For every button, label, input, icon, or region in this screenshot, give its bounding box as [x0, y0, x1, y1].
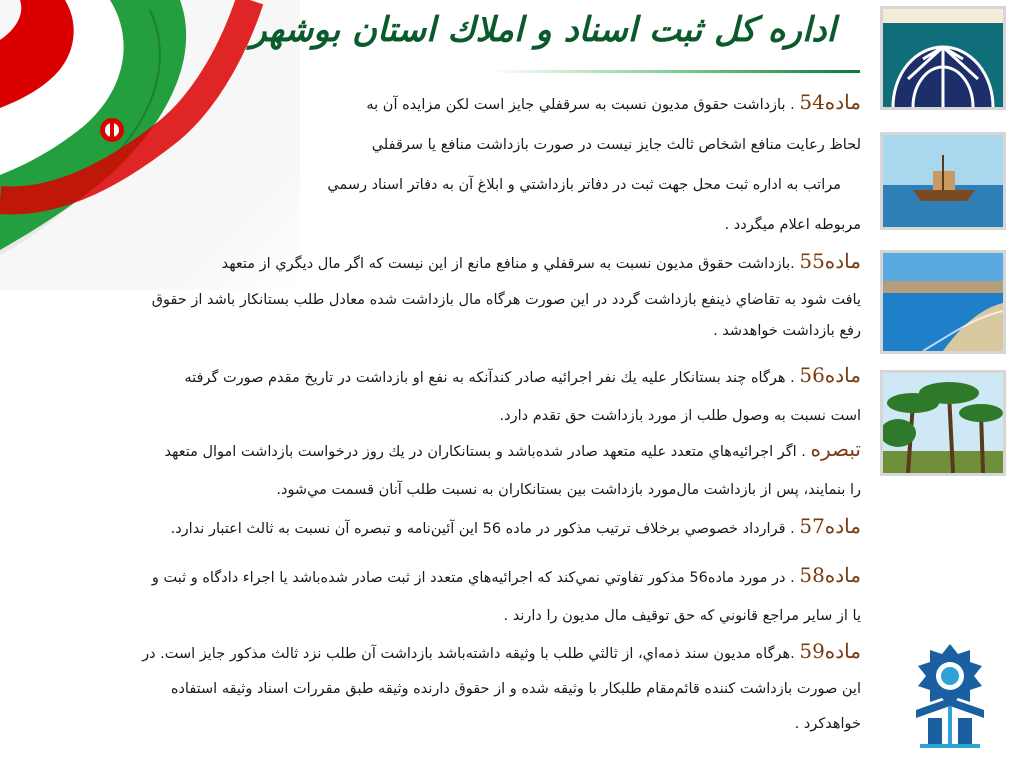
- article-line: ماده56 . هرگاه چند بستانكار عليه يك نفر اجرائيه صادر كندآنكه به نفع او بازداشت در تاريخ مقدم صورت گرفته: [184, 363, 861, 387]
- article-line: مربوطه اعلام ميگردد .: [724, 217, 861, 233]
- article-line: ماده55 .بازداشت حقوق مديون نسبت به سرقفلي و منافع مانع از اين نيست كه اگر مال ديگري از متعهد: [221, 249, 861, 273]
- article-line: تبصره . اگر اجرائيه‌هاي متعدد عليه متعهد صادر شده‌باشد و بستانكاران در يك روز درخواست بازداشت اموال متعهد: [164, 437, 861, 461]
- stained-glass-window-photo: [880, 6, 1006, 110]
- article-line: را بنمايند، پس از بازداشت مال‌مورد بازداشت بين بستانكاران به نسبت طلب آنان قسمت مي‌شود.: [276, 482, 861, 498]
- article-57: [8, 506, 861, 549]
- article-line: لحاظ رعايت منافع اشخاص ثالث جايز نيست در صورت بازداشت منافع يا سرقفلي: [371, 137, 861, 153]
- article-line: خواهدكرد .: [794, 716, 861, 732]
- article-line: اين صورت بازداشت كننده قائم‌مقام طلبكار با وثيقه شده و از حقوق دارنده وثيقه طبق مقررات اسناد وثيقه استفاده: [170, 681, 861, 697]
- note-label: تبصره: [810, 437, 861, 461]
- boat-on-sea-photo: [880, 132, 1006, 230]
- article-line: است نسبت به وصول طلب از مورد بازداشت حق تقدم دارد.: [499, 408, 861, 424]
- title-underline: [490, 70, 860, 73]
- article-line: ماده59 .هرگاه مديون سند ذمه‌اي، از ثالثي طلب با وثيقه داشته‌باشد بازداشت آن طلب نزد ثالث مذكور جايز است. در: [142, 639, 861, 663]
- article-56: [8, 356, 861, 435]
- page-title: اداره كل ثبت اسناد و املاك استان بوشهر: [250, 10, 836, 50]
- article-label: ماده55: [799, 249, 861, 273]
- article-line: ماده57 . قرارداد خصوصي برخلاف ترتيب مذكور در ماده 56 اين آئين‌نامه و تبصره آن نسبت به ثالث اعتبار ندارد.: [170, 514, 861, 538]
- article-label: ماده59: [799, 639, 861, 663]
- article-55: [8, 242, 861, 345]
- article-label: ماده54: [799, 90, 861, 114]
- coastline-photo: [880, 250, 1006, 354]
- article-59: [8, 634, 861, 742]
- article-line: يا از ساير مراجع قانوني كه حق توقيف مال مديون را دارند .: [503, 608, 861, 624]
- article-line: ماده58 . در مورد ماده56 مذكور تفاوتي نمي‌كند كه اجرائيه‌هاي متعدد از ثبت صادر شده‌باشد يا اجراء دادگاه و ثبت و: [151, 563, 861, 587]
- article-label: ماده58: [799, 563, 861, 587]
- article-line: يافت شود به تقاضاي ذينفع بازداشت گردد در اين صورت هرگاه مال بازداشت شده معادل طلب بستانكار باشد از حقوق: [151, 292, 861, 308]
- article-line: رفع بازداشت خواهدشد .: [713, 323, 861, 339]
- article-label: ماده57: [799, 514, 861, 538]
- header-title: [250, 4, 860, 78]
- article-54: [8, 82, 861, 245]
- registration-organization-logo: [908, 640, 992, 750]
- article-line: مراتب به اداره ثبت محل جهت ثبت در دفاتر بازداشتي و ابلاغ آن به دفاتر اسناد رسمي: [327, 177, 841, 193]
- article-label: ماده56: [799, 363, 861, 387]
- palm-trees-photo: [880, 370, 1006, 476]
- article-line: ماده54 . بازداشت حقوق مديون نسبت به سرقفلي جايز است لكن مزايده آن به: [366, 90, 861, 114]
- note: [8, 430, 861, 509]
- article-58: [8, 556, 861, 635]
